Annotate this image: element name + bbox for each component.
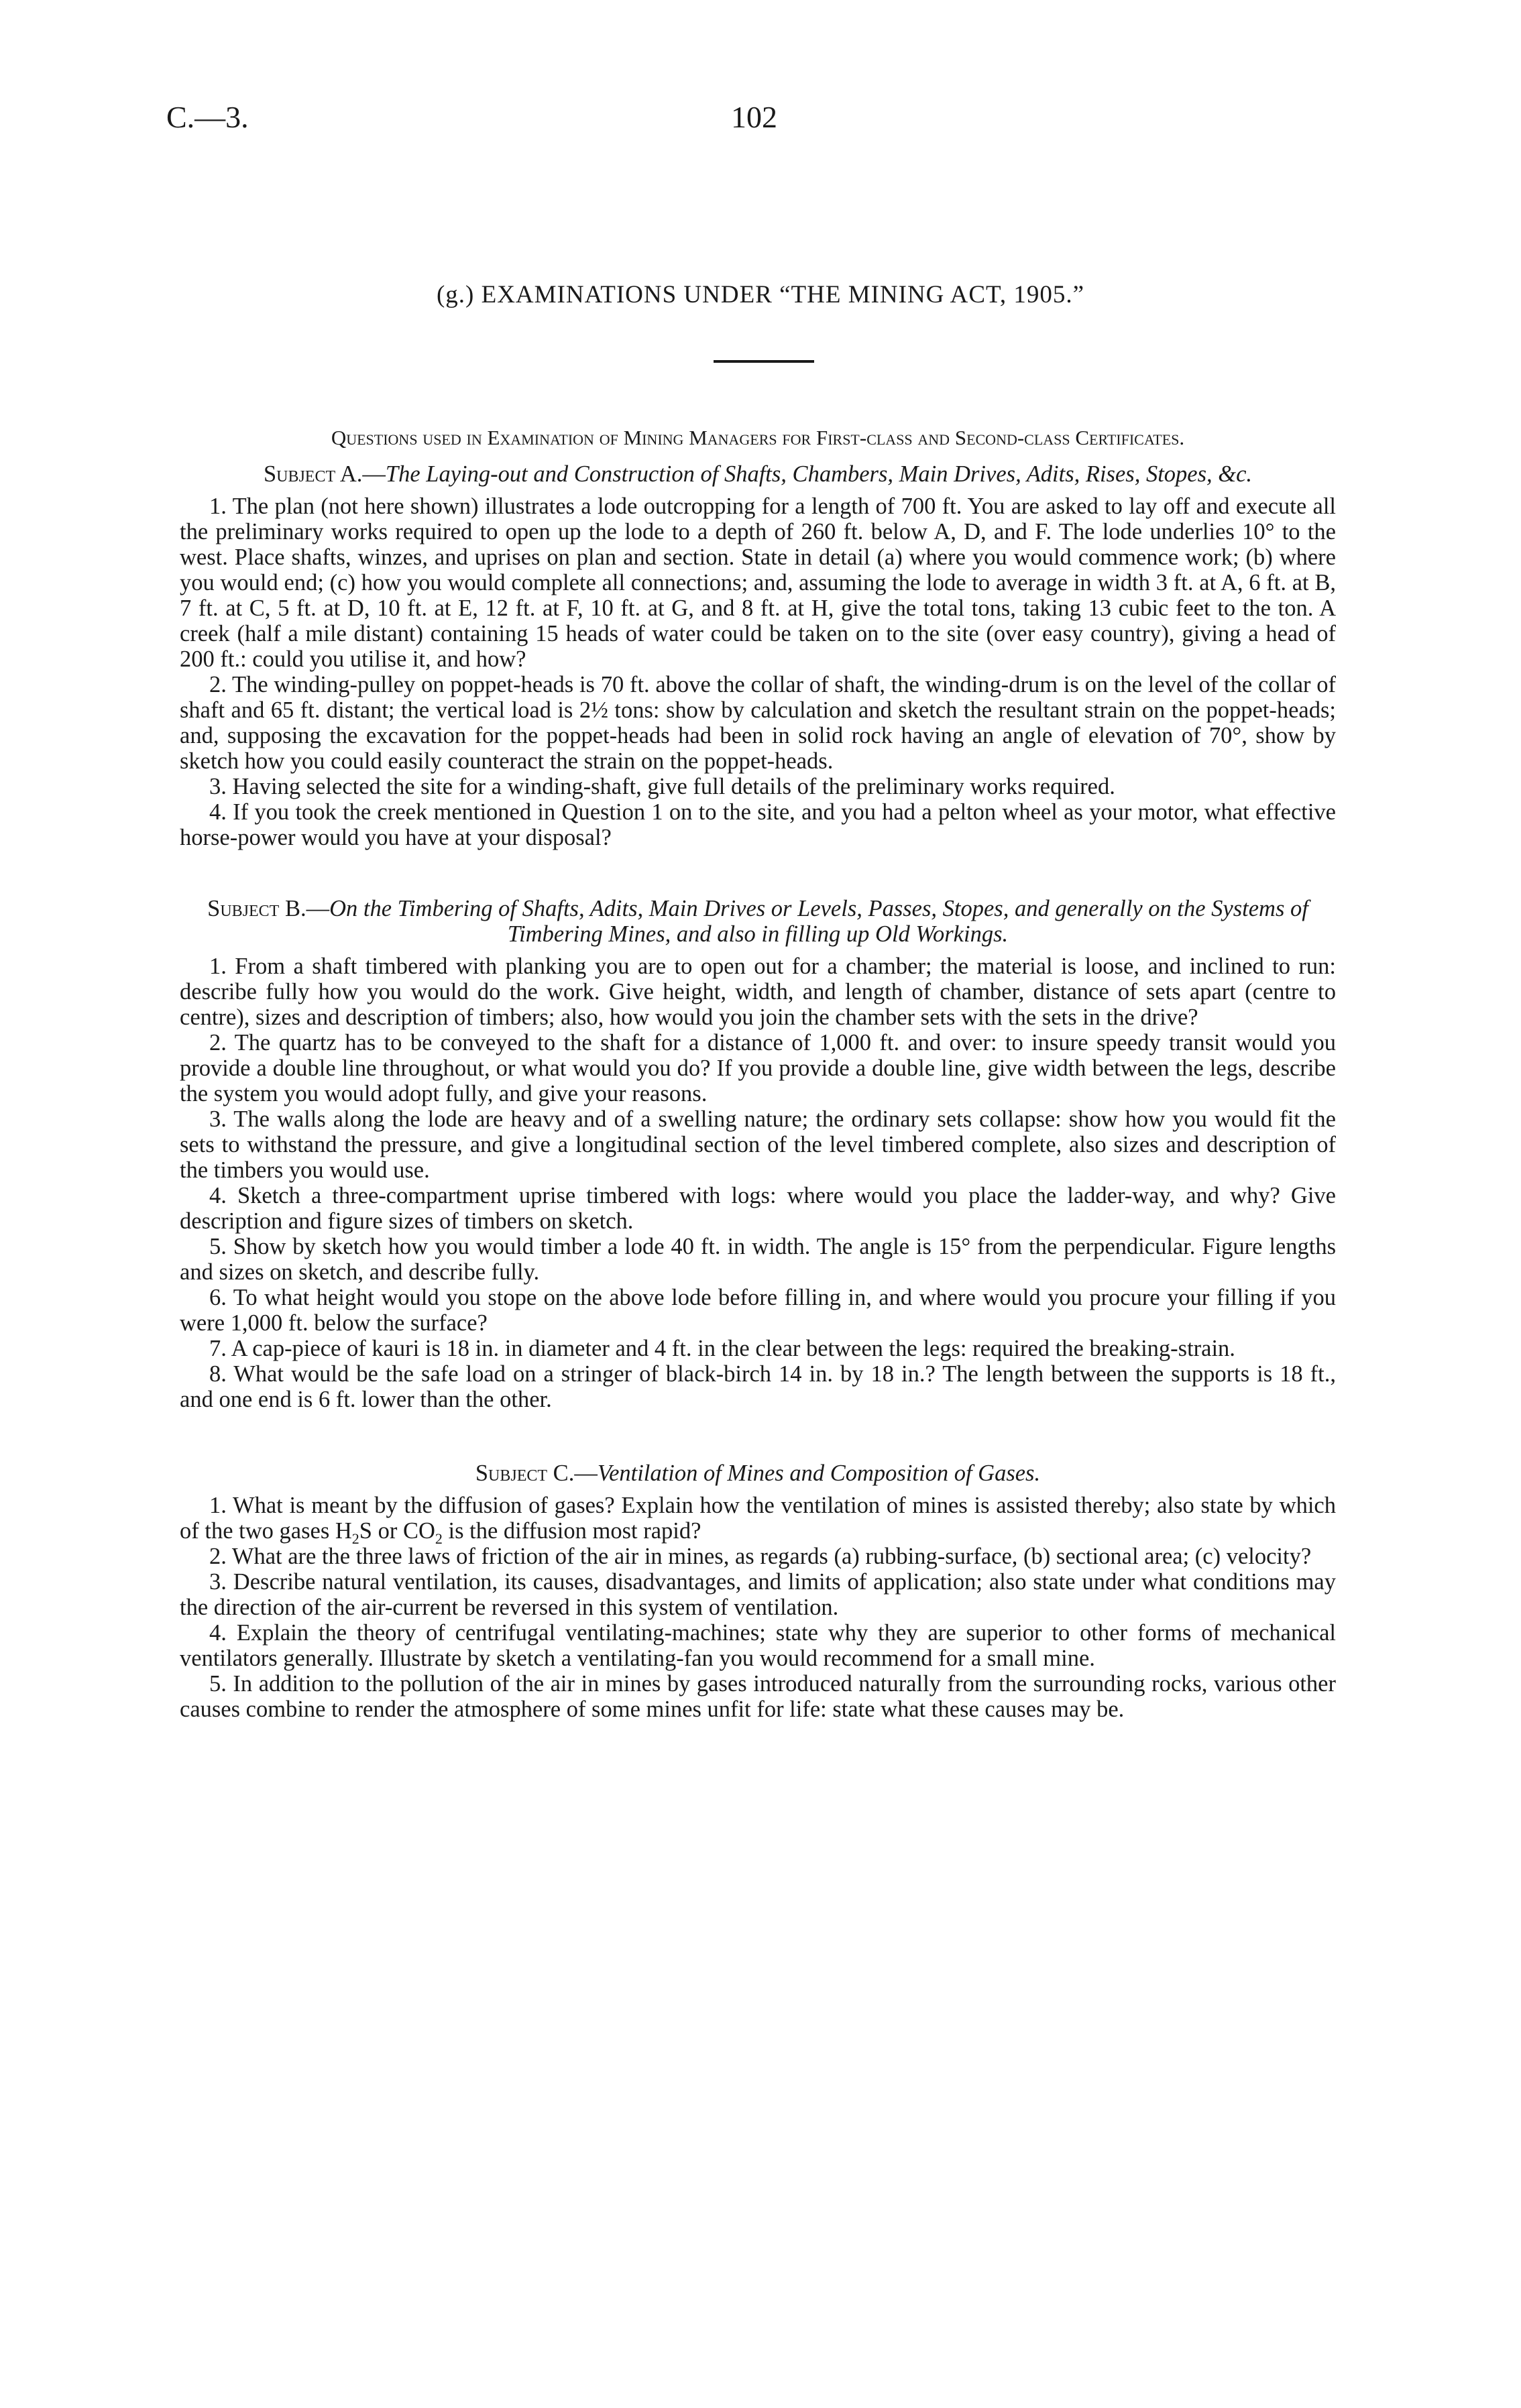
subject-c-q1-before: 1. What is meant by the diffusion of gases? Explain how the ventilation of mines is assisted thereby; also state by which of the two gases H <box>180 1493 1336 1544</box>
subject-c-question-1 <box>180 1493 1336 1547</box>
document-body <box>180 425 1336 1722</box>
subject-b-question-3: 3. The walls along the lode are heavy and of a swelling nature; the ordinary sets collapse: show how you would fit the sets to withstand the pressure, and give a longitudinal section of the level timbered complete, also sizes and description of the timbers you would use. <box>180 1106 1336 1183</box>
subject-c-q1-after: is the diffusion most rapid? <box>442 1518 701 1544</box>
subject-c-q1-sub2: 2 <box>435 1530 443 1547</box>
subject-c-q1-sub1: 2 <box>351 1530 359 1547</box>
subject-c-question-4: 4. Explain the theory of centrifugal ventilating-machines; state why they are superior to other forms of mechanical ventilators generally. Illustrate by sketch a ventilating-fan you would recommend for a small mine. <box>180 1620 1336 1671</box>
subject-a-question-3: 3. Having selected the site for a winding-shaft, give full details of the preliminary works required. <box>209 774 1115 799</box>
document-code: C.—3. <box>166 100 249 134</box>
subject-b-question-1: 1. From a shaft timbered with planking you are to open out for a chamber; the material is loose, and inclined to run: describe fully how you would do the work. Give height, width, and length of chamber, distance of sets apart (centre to centre), sizes and description of timbers; also, how would you join the chamber sets with the sets in the drive? <box>180 954 1336 1030</box>
subject-c-question-3: 3. Describe natural ventilation, its causes, disadvantages, and limits of application; also state under what conditions may the direction of the air-current be reversed in this system of ventilation. <box>180 1569 1336 1620</box>
subject-a-question-2: 2. The winding-pulley on poppet-heads is 70 ft. above the collar of shaft, the winding-drum is on the level of the collar of shaft and 65 ft. distant; the vertical load is 2½ tons: show by calculation and sketch the resultant strain on the poppet-heads; and, supposing the excavation for the poppet-heads had been in solid rock having an angle of elevation of 70°, show by sketch how you could easily counteract the strain on the poppet-heads. <box>180 672 1336 774</box>
subject-b-question-5: 5. Show by sketch how you would timber a lode 40 ft. in width. The angle is 15° from the perpendicular. Figure lengths and sizes on sketch, and describe fully. <box>180 1234 1336 1285</box>
title-divider <box>714 360 814 363</box>
section-heading: Questions used in Examination of Mining Managers for First-class and Second-class Certificates. <box>331 426 1185 449</box>
subject-c-q1-mid: S or CO <box>359 1518 435 1544</box>
subject-c-heading <box>207 1460 1309 1486</box>
subject-b-label: Subject B.— <box>207 896 330 921</box>
subject-a-question-1: 1. The plan (not here shown) illustrates a lode outcropping for a length of 700 ft. You are asked to lay off and execute all the preliminary works required to open up the lode to a depth of 260 ft. below A, D, and F. The lode underlies 10° to the west. Place shafts, winzes, and uprises on plan and section. State in detail (a) where you would commence work; (b) where you would end; (c) how you would complete all connections; and, assuming the lode to average in width 3 ft. at A, 6 ft. at B, 7 ft. at C, 5 ft. at D, 10 ft. at E, 12 ft. at F, 10 ft. at G, and 8 ft. at H, give the total tons, taking 13 cubic feet to the ton. A creek (half a mile distant) containing 15 heads of water could be taken on to the site (over easy country), giving a head of 200 ft.: could you utilise it, and how? <box>180 494 1336 672</box>
subject-c-question-2: 2. What are the three laws of friction of the air in mines, as regards (a) rubbing-surface, (b) sectional area; (c) velocity? <box>209 1544 1312 1569</box>
subject-a-question-4: 4. If you took the creek mentioned in Question 1 on to the site, and you had a pelton wheel as your motor, what effective horse-power would you have at your disposal? <box>180 799 1336 850</box>
subject-a-title: The Laying-out and Construction of Shafts, Chambers, Main Drives, Adits, Rises, Stopes, &c. <box>385 461 1253 487</box>
subject-a-heading <box>207 461 1309 487</box>
subject-c-label: Subject C.— <box>475 1460 598 1486</box>
subject-a-label: Subject A.— <box>263 461 386 487</box>
subject-b-title: On the Timbering of Shafts, Adits, Main Drives or Levels, Passes, Stopes, and generally on the Systems of Timbering Mines, and also in filling up Old Workings. <box>329 896 1308 947</box>
page-number: 102 <box>731 100 777 134</box>
subject-b-question-6: 6. To what height would you stope on the above lode before filling in, and where would you procure your filling if you were 1,000 ft. below the surface? <box>180 1285 1336 1336</box>
subject-b-heading <box>207 896 1309 947</box>
subject-b-question-7: 7. A cap-piece of kauri is 18 in. in diameter and 4 ft. in the clear between the legs: required the breaking-strain. <box>209 1336 1235 1361</box>
subject-b-question-8: 8. What would be the safe load on a stringer of black-birch 14 in. by 18 in.? The length between the supports is 18 ft., and one end is 6 ft. lower than the other. <box>180 1361 1336 1412</box>
subject-b-question-4: 4. Sketch a three-compartment uprise timbered with logs: where would you place the ladder-way, and why? Give description and figure sizes of timbers on sketch. <box>180 1183 1336 1234</box>
subject-c-question-5: 5. In addition to the pollution of the air in mines by gases introduced naturally from the surrounding rocks, various other causes combine to render the atmosphere of some mines unfit for life: state what these causes may be. <box>180 1671 1336 1722</box>
page-title: (g.) EXAMINATIONS UNDER “THE MINING ACT, 1905.” <box>436 281 1085 308</box>
subject-c-title: Ventilation of Mines and Composition of Gases. <box>597 1460 1041 1486</box>
subject-b-question-2: 2. The quartz has to be conveyed to the shaft for a distance of 1,000 ft. and over: to insure speedy transit would you provide a double line throughout, or what would you do? If you provide a double line, give width between the legs, describe the system you would adopt fully, and give your reasons. <box>180 1030 1336 1106</box>
